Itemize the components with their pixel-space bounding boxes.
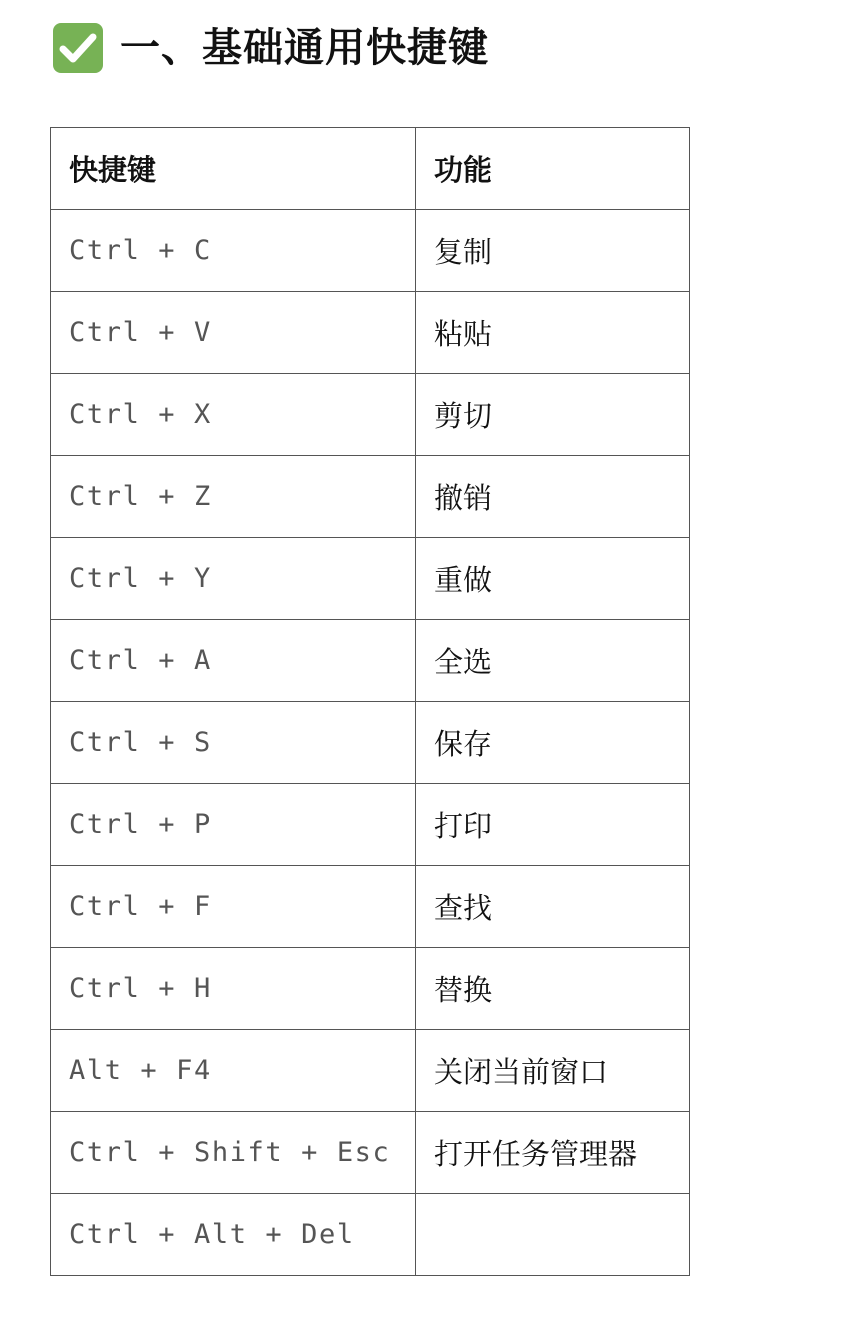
shortcut-keys-cell: Ctrl + Z (51, 456, 416, 538)
table-row (51, 948, 690, 1030)
shortcut-keys-cell: Ctrl + V (51, 292, 416, 374)
table-row (51, 866, 690, 948)
shortcut-keys-cell: Ctrl + C (51, 210, 416, 292)
table-row (51, 210, 690, 292)
function-cell: 保存 (416, 702, 690, 784)
column-header-function: 功能 (416, 128, 690, 210)
heading (52, 18, 489, 78)
shortcut-keys-cell: Alt + F4 (51, 1030, 416, 1112)
table-row (51, 1194, 690, 1276)
shortcut-keys-cell: Ctrl + A (51, 620, 416, 702)
table-row (51, 784, 690, 866)
function-cell: 关闭当前窗口 (416, 1030, 690, 1112)
shortcut-keys-cell: Ctrl + Shift + Esc (51, 1112, 416, 1194)
shortcut-keys-cell: Ctrl + P (51, 784, 416, 866)
page-title: 一、基础通用快捷键 (120, 25, 489, 71)
column-header-shortcut: 快捷键 (51, 128, 416, 210)
function-cell: 查找 (416, 866, 690, 948)
function-cell: 全选 (416, 620, 690, 702)
table-row (51, 1030, 690, 1112)
function-cell: 粘贴 (416, 292, 690, 374)
shortcut-keys-cell: Ctrl + H (51, 948, 416, 1030)
shortcut-keys-cell: Ctrl + X (51, 374, 416, 456)
function-cell (416, 1194, 690, 1276)
function-cell: 替换 (416, 948, 690, 1030)
shortcut-keys-cell: Ctrl + Y (51, 538, 416, 620)
table-row (51, 374, 690, 456)
check-mark-button-icon (52, 22, 104, 74)
function-cell: 打印 (416, 784, 690, 866)
table-row (51, 538, 690, 620)
table-row (51, 620, 690, 702)
table-row (51, 292, 690, 374)
table-row (51, 702, 690, 784)
table-row (51, 456, 690, 538)
function-cell: 打开任务管理器 (416, 1112, 690, 1194)
table-header-row (51, 128, 690, 210)
function-cell: 重做 (416, 538, 690, 620)
shortcut-keys-cell: Ctrl + S (51, 702, 416, 784)
function-cell: 撤销 (416, 456, 690, 538)
shortcut-table (50, 127, 690, 1276)
shortcut-keys-cell: Ctrl + Alt + Del (51, 1194, 416, 1276)
function-cell: 复制 (416, 210, 690, 292)
function-cell: 剪切 (416, 374, 690, 456)
shortcut-keys-cell: Ctrl + F (51, 866, 416, 948)
table-row (51, 1112, 690, 1194)
